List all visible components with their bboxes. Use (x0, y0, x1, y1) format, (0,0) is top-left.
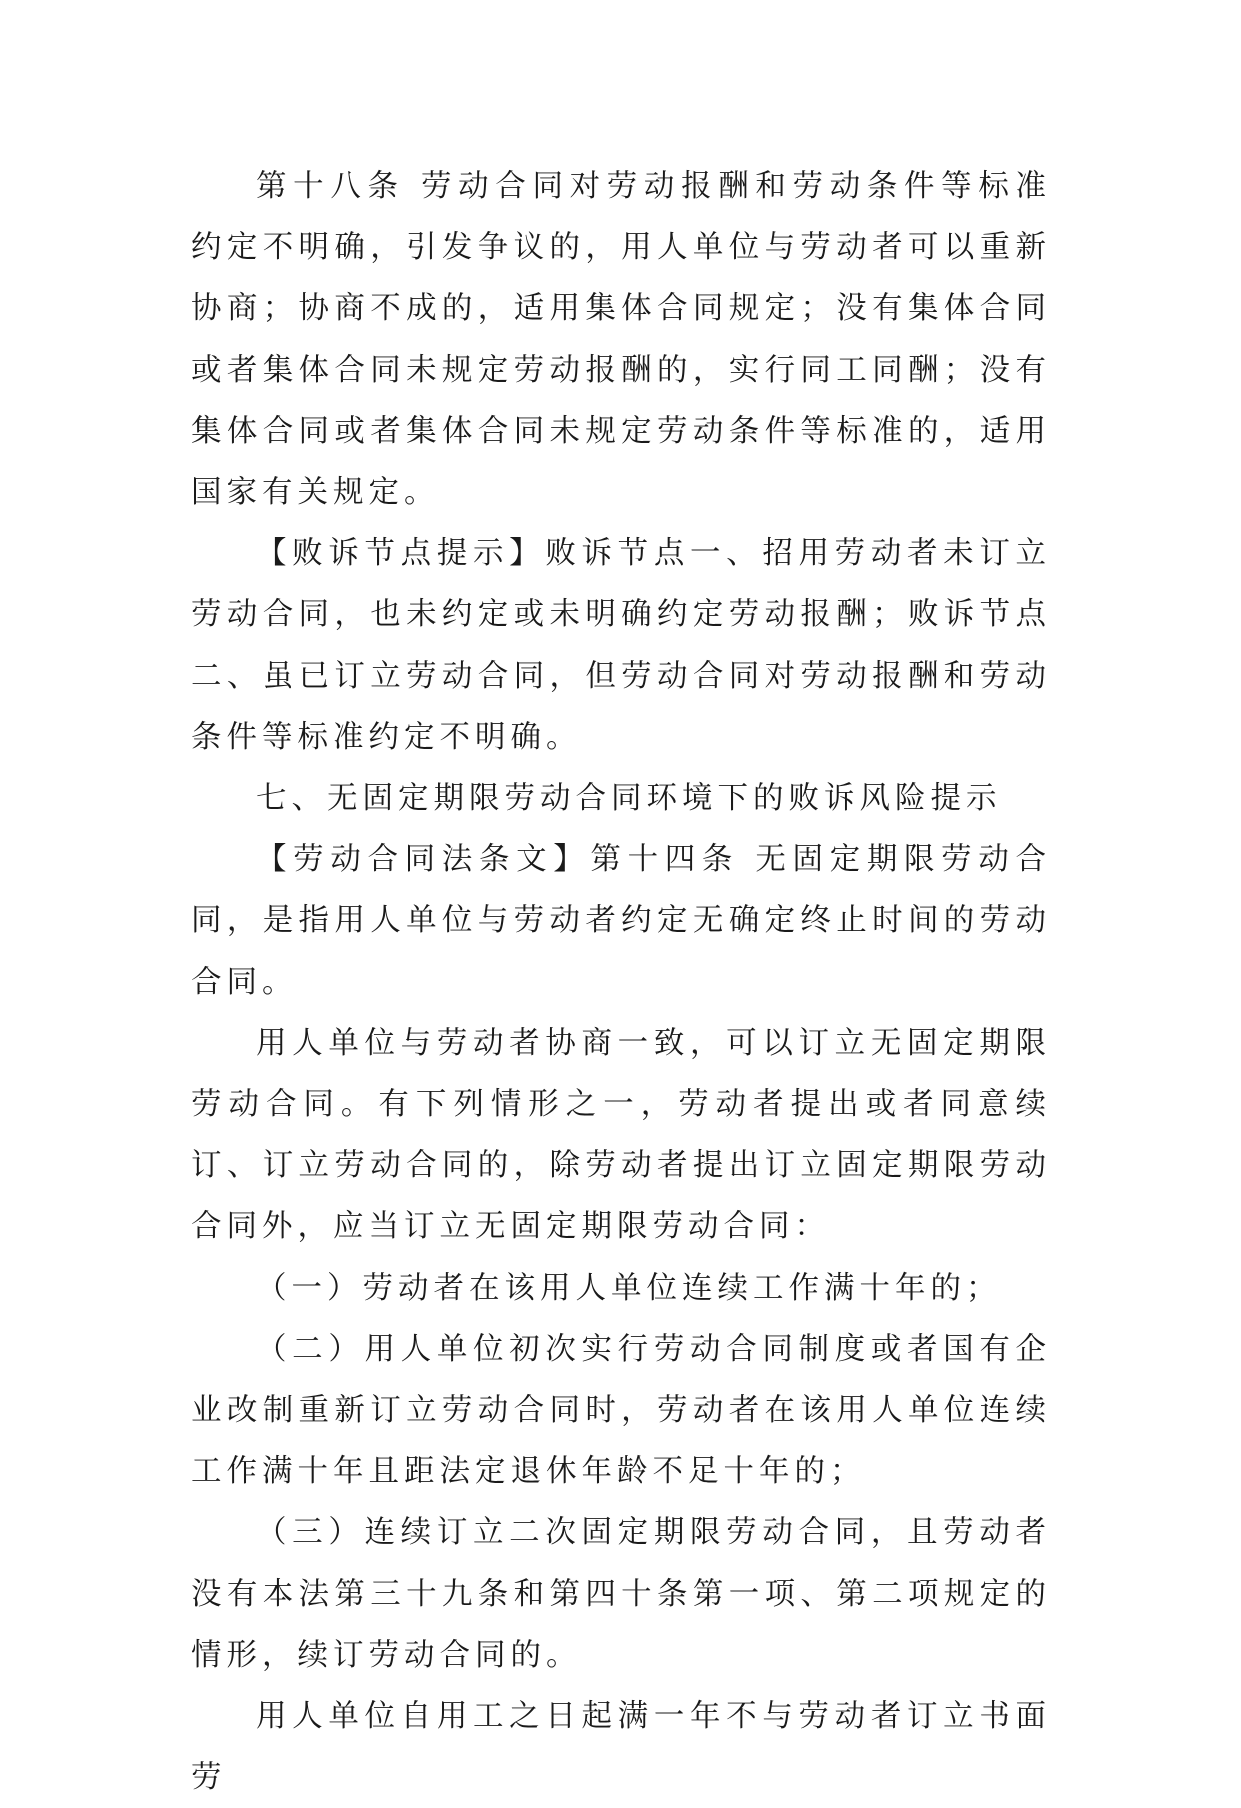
paragraph-negotiation: 用人单位与劳动者协商一致，可以订立无固定期限劳动合同。有下列情形之一，劳动者提出或者同意续订、订立劳动合同的，除劳动者提出订立固定期限劳动合同外，应当订立无固定期限劳动合同： (191, 1025, 1051, 1245)
paragraph-article-18: 第十八条 劳动合同对劳动报酬和劳动条件等标准约定不明确，引发争议的，用人单位与劳动者可以重新协商；协商不成的，适用集体合同规定；没有集体合同或者集体合同未规定劳动报酬的，实行同工同酬；没有集体合同或者集体合同未规定劳动条件等标准的，适用国家有关规定。 (191, 169, 1051, 511)
document-body (191, 156, 1051, 1808)
list-item-2: （二）用人单位初次实行劳动合同制度或者国有企业改制重新订立劳动合同时，劳动者在该用人单位连续工作满十年且距法定退休年龄不足十年的； (191, 1331, 1051, 1490)
paragraph-one-year: 用人单位自用工之日起满一年不与劳动者订立书面劳 (191, 1699, 1051, 1796)
paragraph-loss-node-tip: 【败诉节点提示】败诉节点一、招用劳动者未订立劳动合同，也未约定或未明确约定劳动报酬；败诉节点二、虽已订立劳动合同，但劳动合同对劳动报酬和劳动条件等标准约定不明确。 (191, 536, 1051, 755)
list-item-3: （三）连续订立二次固定期限劳动合同，且劳动者没有本法第三十九条和第四十条第一项、第二项规定的情形，续订劳动合同的。 (191, 1515, 1051, 1673)
section-heading-7: 七、无固定期限劳动合同环境下的败诉风险提示 (256, 781, 1002, 817)
list-item-1: （一）劳动者在该用人单位连续工作满十年的； (256, 1270, 1002, 1306)
paragraph-article-14: 【劳动合同法条文】第十四条 无固定期限劳动合同，是指用人单位与劳动者约定无确定终止时间的劳动合同。 (191, 842, 1051, 1000)
